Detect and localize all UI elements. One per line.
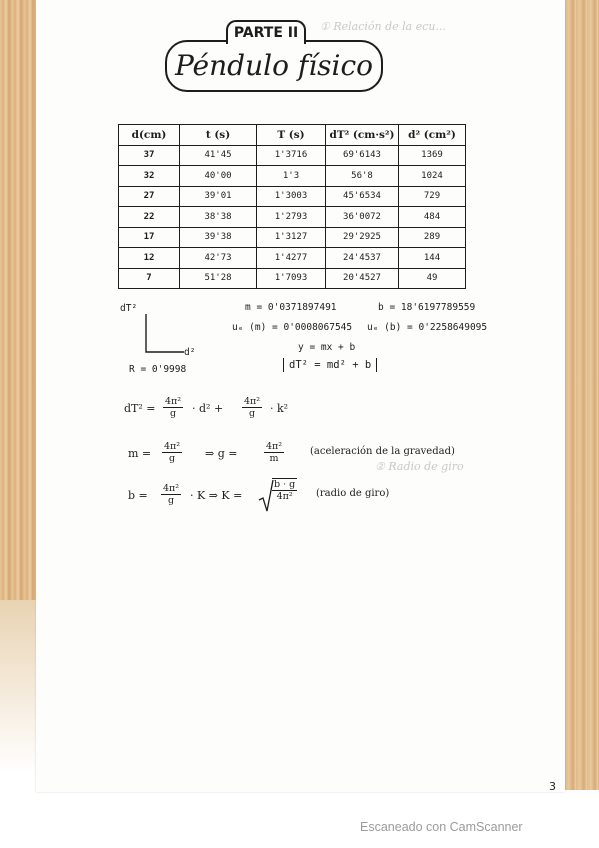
table-cell: 12 [119,248,180,269]
table-cell: 32 [119,166,180,187]
page-title: Péndulo físico [165,40,383,92]
eq3-root-num: b · g [274,479,296,490]
eq1-frac1-den: g [163,407,183,419]
eq3-mid: · K ⇒ K = [190,489,243,502]
table-cell: 484 [399,207,466,228]
eq2-frac1-num: 4π² [164,441,181,452]
scanner-watermark: Escaneado con CamScanner [360,820,523,834]
ghost-text-top: ① Relación de la ecu... [320,20,446,33]
table-cell: 729 [399,186,466,207]
page-number: 3 [549,780,556,793]
eq3-fraction [161,483,181,506]
boxed-model: dT² = md² + b [283,358,377,372]
table-cell: 39'38 [180,227,257,248]
eq1-fraction-1 [163,396,183,419]
table-cell: 36'0072 [326,207,399,228]
eq3-root-fraction [272,478,297,502]
table-cell: 1024 [399,166,466,187]
table-cell: 42'73 [180,248,257,269]
graph-y-label: dT² [120,303,138,314]
intercept-uncertainty: uₑ (b) = 0'2258649095 [367,322,488,333]
wood-background-left [0,0,36,600]
eq2-frac2-num: 4π² [266,441,283,452]
table-header-row [119,125,466,146]
table-cell: 69'6143 [326,145,399,166]
table-cell: 1'3003 [257,186,326,207]
table-cell: 49 [399,268,466,289]
measurements-table [118,124,466,289]
table-cell: 1'3 [257,166,326,187]
column-header: d(cm) [119,125,180,146]
table-cell: 39'01 [180,186,257,207]
table-cell: 1'4277 [257,248,326,269]
table-cell: 38'38 [180,207,257,228]
table-cell: 29'2925 [326,227,399,248]
slope-value: m = 0'0371897491 [245,302,337,313]
table-cell: 20'4527 [326,268,399,289]
table-row [119,186,466,207]
table-row [119,227,466,248]
table-cell: 1'2793 [257,207,326,228]
table-cell: 22 [119,207,180,228]
eq1-fraction-2 [242,396,262,419]
eq3-lhs: b = [128,489,148,502]
notebook-page [36,0,565,792]
table-cell: 7 [119,268,180,289]
table-cell: 40'00 [180,166,257,187]
table-cell: 41'45 [180,145,257,166]
column-header: T (s) [257,125,326,146]
eq1-end: · k² [270,402,289,415]
wood-background-left-fade [0,600,36,848]
slope-uncertainty: uₑ (m) = 0'0008067545 [232,322,353,333]
table-cell: 1'7093 [257,268,326,289]
column-header: d² (cm²) [399,125,466,146]
table-row [119,207,466,228]
column-header: dT² (cm·s²) [326,125,399,146]
eq2-frac2-den: m [264,452,284,464]
eq2-fraction-2 [264,441,284,464]
eq2-arrow: ⇒ g = [205,447,238,460]
table-row [119,145,466,166]
section-label: PARTE II [226,20,306,44]
ghost-text-middle: ② Radio de giro [375,460,464,473]
table-cell: 1369 [399,145,466,166]
eq3-frac-den: g [161,494,181,506]
correlation-coefficient: R = 0'9998 [129,364,187,375]
eq1-mid: · d² + [192,402,224,415]
eq3-root-den: 4π² [272,490,297,502]
table-cell: 1'3716 [257,145,326,166]
table-cell: 17 [119,227,180,248]
wood-background-right [565,0,599,790]
table-cell: 24'4537 [326,248,399,269]
eq2-frac1-den: g [162,452,182,464]
table-cell: 51'28 [180,268,257,289]
linear-model: y = mx + b [298,342,356,353]
eq3-note: (radio de giro) [316,488,390,499]
eq1-frac1-num: 4π² [165,396,182,407]
table-cell: 289 [399,227,466,248]
eq2-note: (aceleración de la gravedad) [310,446,455,457]
table-row [119,268,466,289]
eq2-lhs: m = [128,447,152,460]
column-header: t (s) [180,125,257,146]
eq2-fraction-1 [162,441,182,464]
table-cell: 45'6534 [326,186,399,207]
graph-x-label: d² [184,347,196,358]
eq3-frac-num: 4π² [163,483,180,494]
table-cell: 56'8 [326,166,399,187]
intercept-value: b = 18'6197789559 [378,302,476,313]
table-cell: 144 [399,248,466,269]
eq1-lhs: dT² = [124,402,156,415]
table-row [119,248,466,269]
eq1-frac2-num: 4π² [244,396,261,407]
table-cell: 1'3127 [257,227,326,248]
table-row [119,166,466,187]
eq1-frac2-den: g [242,407,262,419]
table-cell: 37 [119,145,180,166]
table-cell: 27 [119,186,180,207]
